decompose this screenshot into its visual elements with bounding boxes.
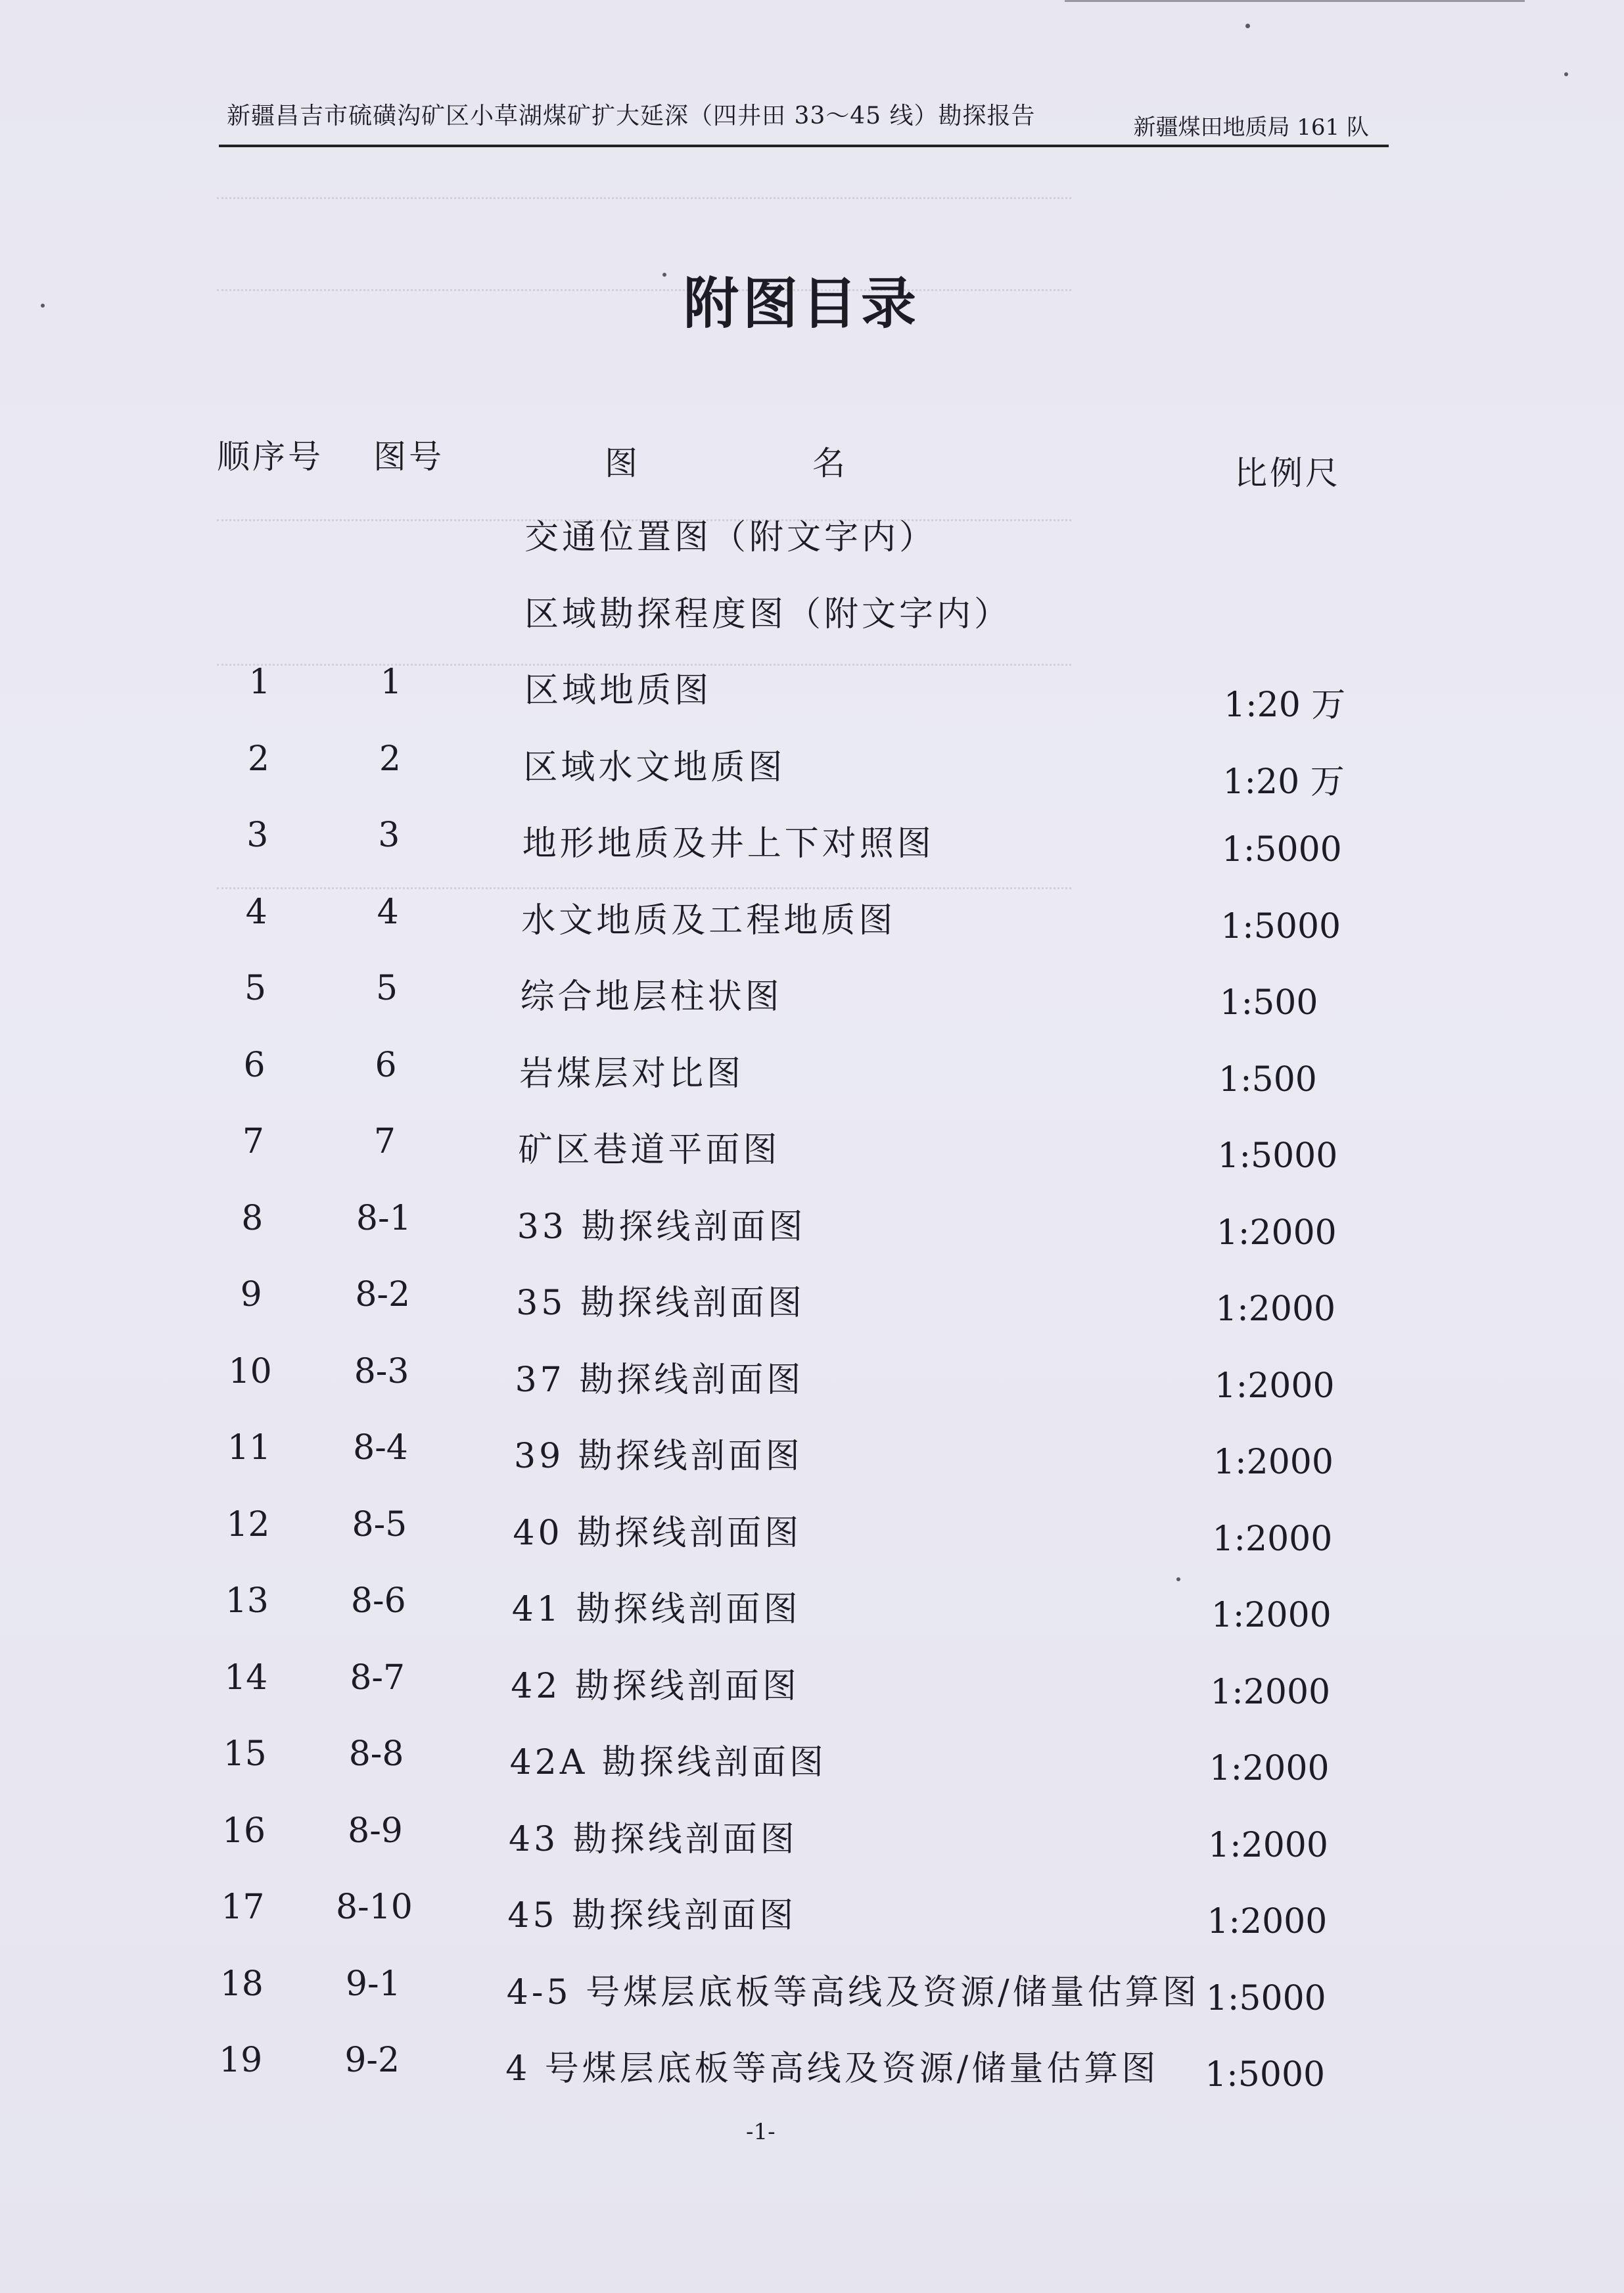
column-header-name: 图 名 — [605, 444, 916, 482]
row-seq: 11 — [227, 1428, 271, 1468]
row-seq: 4 — [245, 892, 267, 932]
row-scale: 1:2000 — [1212, 1519, 1333, 1559]
list-item — [0, 1888, 1624, 1953]
row-name: 综合地层柱状图 — [520, 977, 783, 1017]
row-fig: 8-9 — [348, 1811, 403, 1851]
row-seq: 2 — [247, 739, 269, 779]
row-seq: 7 — [242, 1122, 264, 1161]
row-fig: 8-1 — [356, 1198, 411, 1238]
row-seq: 18 — [220, 1964, 264, 2004]
row-scale: 1:20 万 — [1222, 762, 1345, 802]
row-name: 岩煤层对比图 — [519, 1054, 745, 1094]
row-scale: 1:2000 — [1213, 1443, 1334, 1482]
bleed-through-line — [217, 887, 1071, 892]
row-name: 4-5 号煤层底板等高线及资源/储量估算图 — [506, 1972, 1200, 2012]
row-name: 水文地质及工程地质图 — [521, 900, 896, 940]
row-name: 45 勘探线剖面图 — [507, 1896, 797, 1935]
page-title: 附图目录 — [683, 271, 920, 336]
row-seq: 1 — [248, 662, 271, 702]
scan-speck — [41, 304, 45, 308]
row-scale: 1:500 — [1219, 983, 1318, 1023]
row-fig: 9-2 — [344, 2041, 400, 2080]
bleed-through-line — [217, 197, 1071, 202]
list-item — [0, 2041, 1624, 2106]
row-seq: 10 — [228, 1351, 272, 1391]
row-scale: 1:2000 — [1216, 1213, 1337, 1253]
row-seq: 15 — [223, 1734, 267, 1774]
row-fig: 8-3 — [354, 1351, 409, 1391]
row-fig: 8-4 — [353, 1428, 408, 1468]
row-seq: 19 — [219, 2041, 263, 2080]
list-item — [0, 1199, 1624, 1264]
scan-speck — [662, 273, 666, 277]
list-item — [0, 662, 1624, 728]
row-scale: 1:5000 — [1221, 830, 1342, 869]
row-name: 40 勘探线剖面图 — [513, 1513, 802, 1553]
row-name: 35 勘探线剖面图 — [516, 1284, 805, 1323]
row-scale: 1:5000 — [1205, 2055, 1326, 2095]
row-name: 41 勘探线剖面图 — [511, 1590, 801, 1629]
row-name: 42A 勘探线剖面图 — [509, 1743, 827, 1782]
row-scale: 1:2000 — [1214, 1366, 1335, 1406]
list-item — [0, 509, 1624, 575]
row-scale: 1:2000 — [1211, 1596, 1332, 1635]
row-name: 区域地质图 — [524, 671, 712, 710]
row-seq: 12 — [226, 1504, 270, 1544]
column-header-fig: 图号 — [373, 438, 444, 476]
list-item — [0, 1964, 1624, 2030]
row-name: 42 勘探线剖面图 — [511, 1666, 800, 1706]
row-seq: 5 — [244, 969, 267, 1008]
column-header-scale: 比例尺 — [1234, 454, 1341, 492]
list-item — [0, 1122, 1624, 1188]
row-seq: 8 — [241, 1198, 264, 1238]
row-scale: 1:2000 — [1209, 1749, 1330, 1788]
list-item — [0, 1581, 1624, 1647]
row-fig: 8-5 — [352, 1504, 407, 1544]
scan-speck — [1176, 1577, 1180, 1581]
row-fig: 7 — [373, 1122, 396, 1161]
page-number: -1- — [746, 2119, 776, 2145]
list-item — [0, 1275, 1624, 1341]
row-fig: 3 — [378, 816, 400, 855]
row-seq: 6 — [243, 1045, 266, 1085]
row-name: 地形地质及井上下对照图 — [522, 824, 935, 864]
row-seq: 3 — [246, 816, 269, 855]
row-seq: 14 — [224, 1657, 268, 1698]
list-item — [0, 892, 1624, 958]
row-fig: 4 — [377, 892, 399, 932]
header-report-title: 新疆昌吉市硫磺沟矿区小草湖煤矿扩大延深（四井田 33～45 线）勘探报告 — [227, 103, 1036, 129]
row-name: 39 勘探线剖面图 — [514, 1437, 803, 1476]
list-item — [0, 969, 1624, 1034]
row-fig: 2 — [379, 739, 401, 779]
list-item — [0, 1046, 1624, 1111]
row-seq: 16 — [221, 1811, 266, 1851]
page-header — [219, 92, 1389, 147]
row-fig: 8-10 — [335, 1888, 413, 1927]
row-scale: 1:20 万 — [1224, 685, 1346, 725]
list-item — [0, 1734, 1624, 1800]
row-fig: 8-2 — [355, 1275, 411, 1314]
list-item — [0, 816, 1624, 881]
row-scale: 1:5000 — [1205, 1978, 1326, 2018]
list-item — [0, 1352, 1624, 1418]
list-item — [0, 739, 1624, 805]
row-scale: 1:2000 — [1207, 1902, 1328, 1941]
list-item — [0, 1658, 1624, 1724]
row-name: 43 勘探线剖面图 — [509, 1819, 798, 1859]
row-fig: 5 — [376, 969, 398, 1008]
row-fig: 8-7 — [350, 1657, 406, 1698]
list-item — [0, 586, 1624, 652]
scan-speck — [1564, 72, 1568, 76]
row-name: 33 勘探线剖面图 — [517, 1207, 806, 1247]
row-seq: 9 — [240, 1275, 262, 1314]
column-header-seq: 顺序号 — [217, 438, 323, 476]
scan-speck — [1245, 24, 1250, 28]
row-scale: 1:5000 — [1217, 1136, 1338, 1176]
row-seq: 17 — [221, 1888, 265, 1927]
row-name: 交通位置图（附文字内） — [524, 518, 937, 557]
row-fig: 1 — [380, 662, 402, 702]
list-item — [0, 1428, 1624, 1494]
row-name: 37 勘探线剖面图 — [515, 1360, 804, 1400]
row-scale: 1:2000 — [1215, 1289, 1336, 1329]
row-fig: 6 — [375, 1045, 397, 1085]
row-scale: 1:500 — [1218, 1059, 1317, 1100]
row-name: 区域水文地质图 — [523, 747, 786, 787]
row-name: 4 号煤层底板等高线及资源/储量估算图 — [505, 2049, 1159, 2089]
header-organization: 新疆煤田地质局 161 队 — [1133, 114, 1369, 141]
row-fig: 8-6 — [350, 1581, 406, 1621]
scan-edge-line — [1065, 0, 1525, 2]
row-fig: 8-8 — [348, 1734, 404, 1774]
row-seq: 13 — [225, 1581, 269, 1621]
row-scale: 1:2000 — [1208, 1825, 1328, 1865]
row-fig: 9-1 — [345, 1964, 401, 2004]
list-item — [0, 1505, 1624, 1571]
row-scale: 1:5000 — [1220, 906, 1341, 946]
row-name: 矿区巷道平面图 — [518, 1130, 781, 1170]
row-scale: 1:2000 — [1210, 1672, 1331, 1712]
list-item — [0, 1811, 1624, 1877]
row-name: 区域勘探程度图（附文字内） — [524, 594, 1012, 634]
